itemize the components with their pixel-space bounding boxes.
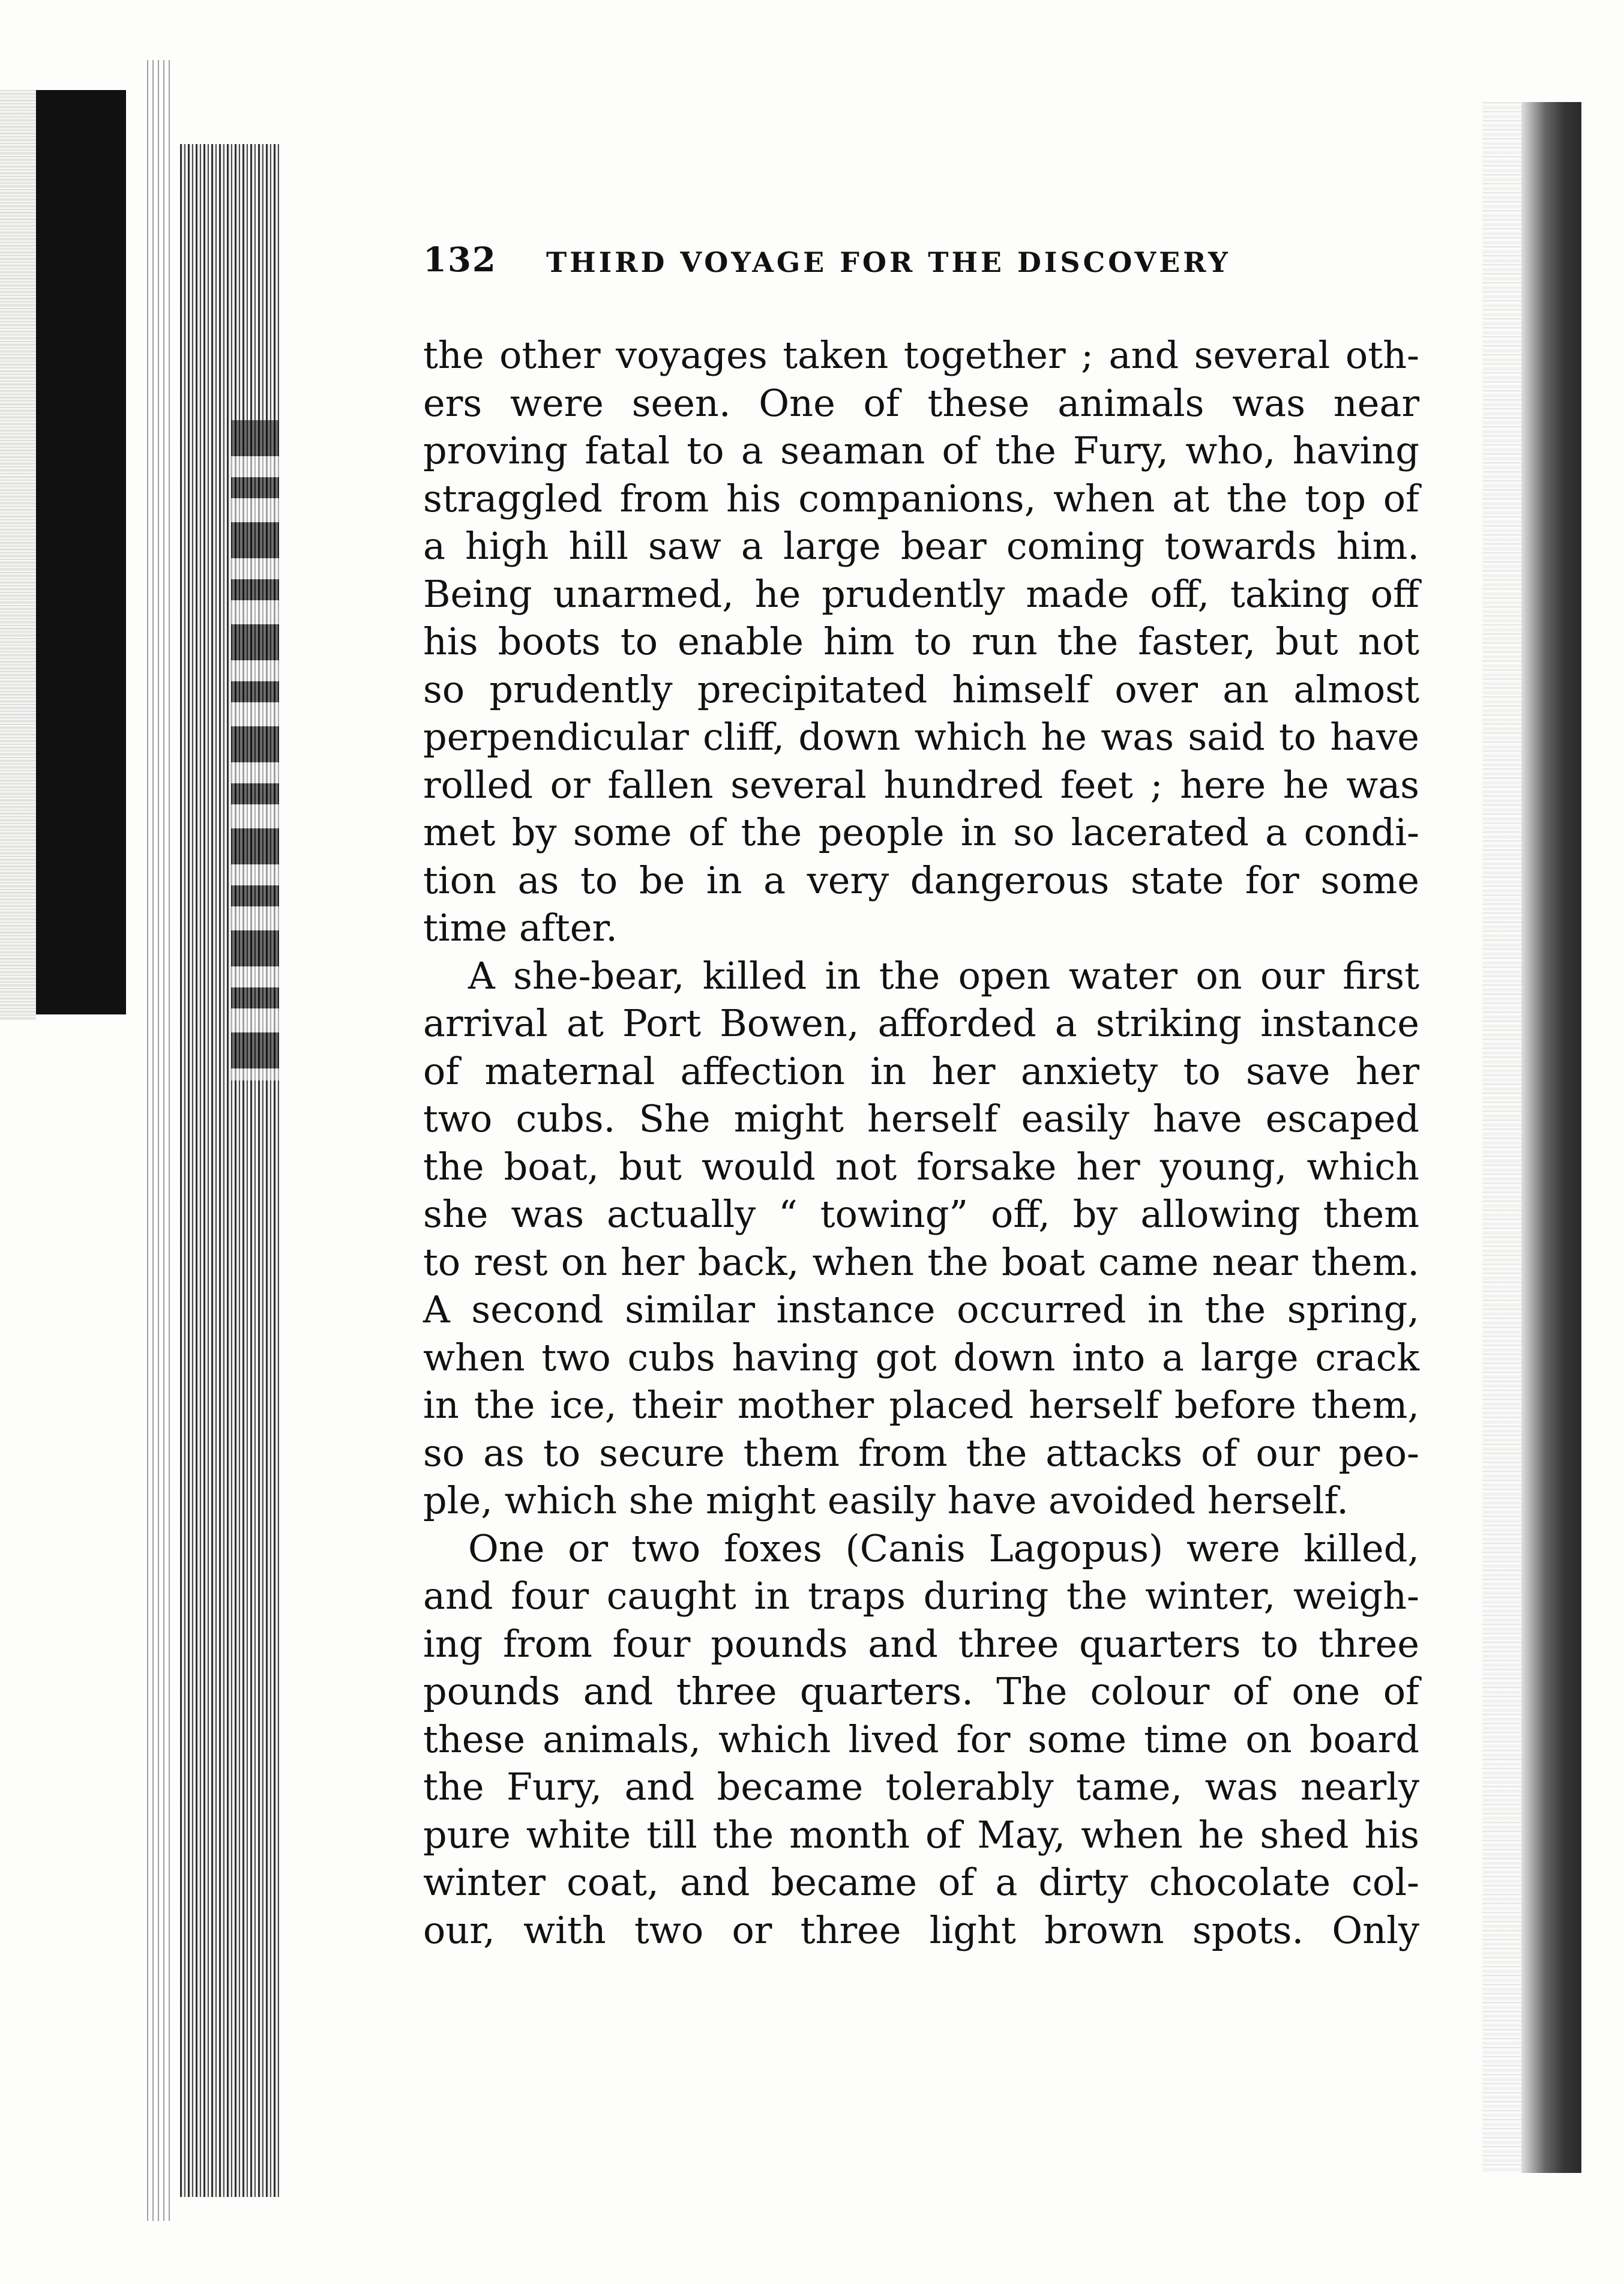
page-text-block: [423, 240, 1419, 1954]
text-line: so as to secure them from the attacks of our peo-: [423, 1430, 1419, 1475]
page-number: 132: [423, 240, 497, 280]
text-line: when two cubs having got down into a large crack: [423, 1335, 1419, 1379]
text-line: she was actually “ towing” off, by allowing them: [423, 1192, 1419, 1236]
text-line: tion as to be in a very dangerous state for some: [423, 858, 1419, 902]
text-line: A she-bear, killed in the open water on our first: [468, 953, 1419, 998]
text-line: the other voyages taken together ; and several oth-: [423, 333, 1419, 377]
text-line: and four caught in traps during the winter, weigh-: [423, 1574, 1419, 1618]
text-line: straggled from his companions, when at the top of: [423, 476, 1419, 520]
text-line: his boots to enable him to run the faster, but not: [423, 619, 1419, 663]
binding-shadow: [36, 90, 126, 1014]
text-line: time after.: [423, 906, 618, 950]
text-line: ing from four pounds and three quarters to three: [423, 1621, 1419, 1666]
body-text: [423, 331, 1419, 1954]
right-scan-noise: [1482, 102, 1524, 2173]
left-scan-noise: [0, 90, 36, 1020]
text-line: these animals, which lived for some time on board: [423, 1717, 1419, 1761]
page-header: [423, 240, 1419, 294]
text-line: One or two foxes (Canis Lagopus) were killed,: [468, 1526, 1419, 1570]
text-line: to rest on her back, when the boat came near them.: [423, 1240, 1419, 1284]
text-line: so prudently precipitated himself over an almost: [423, 667, 1419, 711]
text-line: met by some of the people in so lacerated a condi-: [423, 810, 1419, 854]
text-line: ers were seen. One of these animals was near: [423, 381, 1419, 425]
text-line: the boat, but would not forsake her young, which: [423, 1144, 1419, 1189]
text-line: Being unarmed, he prudently made off, taking off: [423, 571, 1419, 616]
text-line: of maternal affection in her anxiety to save her: [423, 1049, 1419, 1093]
spine-lettering: [231, 420, 279, 1080]
text-line: rolled or fallen several hundred feet ; here he was: [423, 762, 1419, 807]
text-line: in the ice, their mother placed herself before them,: [423, 1383, 1419, 1427]
text-line: the Fury, and became tolerably tame, was nearly: [423, 1765, 1419, 1809]
binding-edge: [147, 60, 171, 2221]
text-line: winter coat, and became of a dirty chocolate col-: [423, 1860, 1419, 1904]
right-page-edge: [1521, 102, 1581, 2173]
text-line: our, with two or three light brown spots. Only: [423, 1908, 1419, 1952]
text-line: two cubs. She might herself easily have escaped: [423, 1097, 1419, 1140]
text-line: perpendicular cliff, down which he was said to have: [423, 715, 1419, 759]
text-line: proving fatal to a seaman of the Fury, who, having: [423, 429, 1419, 472]
text-line: pure white till the month of May, when he shed his: [423, 1812, 1419, 1857]
text-line: ple, which she might easily have avoided herself.: [423, 1478, 1349, 1522]
text-line: a high hill saw a large bear coming towards him.: [423, 524, 1419, 568]
text-line: A second similar instance occurred in the spring,: [423, 1288, 1419, 1331]
running-head: THIRD VOYAGE FOR THE DISCOVERY: [546, 246, 1231, 279]
text-line: arrival at Port Bowen, afforded a striking instance: [423, 1001, 1419, 1045]
text-line: pounds and three quarters. The colour of one of: [423, 1669, 1419, 1713]
